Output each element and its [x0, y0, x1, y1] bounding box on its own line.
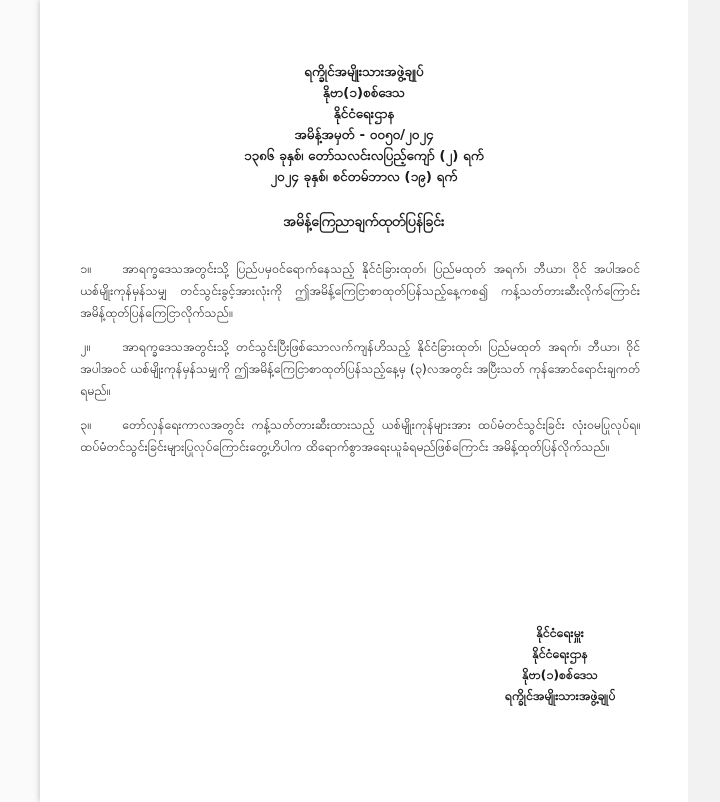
document-title: အမိန့်ကြေညာချက်ထုတ်ပြန်ခြင်း — [283, 214, 445, 230]
paragraph-number: ၁။ — [80, 261, 91, 276]
paragraph-text: အာရက္ခဒေသအတွင်းသို့ ပြည်ပမှဝင်ရောက်နေသည့် နိုင်ငံခြားထုတ်၊ ပြည်မထုတ် အရက်၊ ဘီယာ၊ ဝိုင် အပါအဝင် ယစ်မျိုးကုန်မှန်သမျှ တင်သွင်းခွင့်အားလုံးကို ဤအမိန့်ကြေငြာစာထုတ်ပြန်သည့်နေ့ကစ၍ ကန့်သတ်တားဆီးလိုက်ကြောင်း အမိန့်ထုတ်ပြန်ကြေငြာလိုက်သည်။ — [80, 261, 640, 320]
organization-name: ရက္ခိုင်အမျိုးသားအဖွဲ့ချုပ် — [304, 64, 424, 80]
order-number: အမိန့်အမှတ် - ၀၀၅၀/၂၀၂၄ — [294, 127, 434, 143]
paragraph-2 — [80, 336, 640, 402]
background-left — [0, 0, 40, 802]
paragraph-3 — [80, 414, 640, 458]
document-header — [40, 62, 688, 188]
gregorian-date: ၂၀၂၄ ခုနှစ်၊ စင်တမ်ဘာလ (၁၉) ရက် — [270, 169, 458, 185]
background-right — [688, 0, 720, 802]
paragraph-1 — [80, 258, 640, 324]
paragraph-text: အာရက္ခဒေသအတွင်းသို့ တင်သွင်းပြီးဖြစ်သောလက်ကျန်ဟိသည့် နိုင်ငံခြားထုတ်၊ ပြည်မထုတ် အရက်၊ ဘီယာ၊ ဝိုင် အပါအဝင် ယစ်မျိုးကုန်မှန်သမျှကို ဤအမိန့်ကြေငြာစာထုတ်ပြန်သည့်နေ့မှ (၃)လအတွင်း အပြီးသတ် ကုန်အောင်ရောင်းချကတ်ရမည်။ — [80, 339, 640, 398]
department-name: နိုင်ငံရေးဌာန — [333, 106, 395, 122]
signatory-department: နိုင်ငံရေးဌာန — [531, 646, 588, 661]
signature-block — [470, 622, 650, 706]
paragraph-number: ၂။ — [80, 339, 90, 354]
paragraph-number: ၃။ — [80, 417, 91, 432]
signatory-region: နိုဗာ(၁)စစ်ဒေသ — [521, 667, 599, 682]
signatory-title: နိုင်ငံရေးမှူး — [536, 625, 584, 640]
myanmar-date: ၁၃၈၆ ခုနှစ်၊ တော်သလင်းလပြည့်ကျော် (၂) ရက် — [243, 148, 485, 164]
signatory-organization: ရက္ခိုင်အမျိုးသားအဖွဲ့ချုပ် — [504, 688, 616, 703]
paragraph-text: တော်လှန်ရေးကာလအတွင်း ကန့်သတ်တားဆီးထားသည့် ယစ်မျိုးကုန်များအား ထပ်မံတင်သွင်းခြင်း လုံးဝမပြုလုပ်ရ။ ထပ်မံတင်သွင်းခြင်းများပြုလုပ်ကြောင်းတွေ့ဟိပါက ထိရောက်စွာအရေးယူခံရမည်ဖြစ်ကြောင်း အမိန့်ထုတ်ပြန်လိုက်သည်။ — [80, 417, 640, 454]
military-region: နိုဗာ(၁)စစ်ဒေသ — [322, 85, 406, 101]
